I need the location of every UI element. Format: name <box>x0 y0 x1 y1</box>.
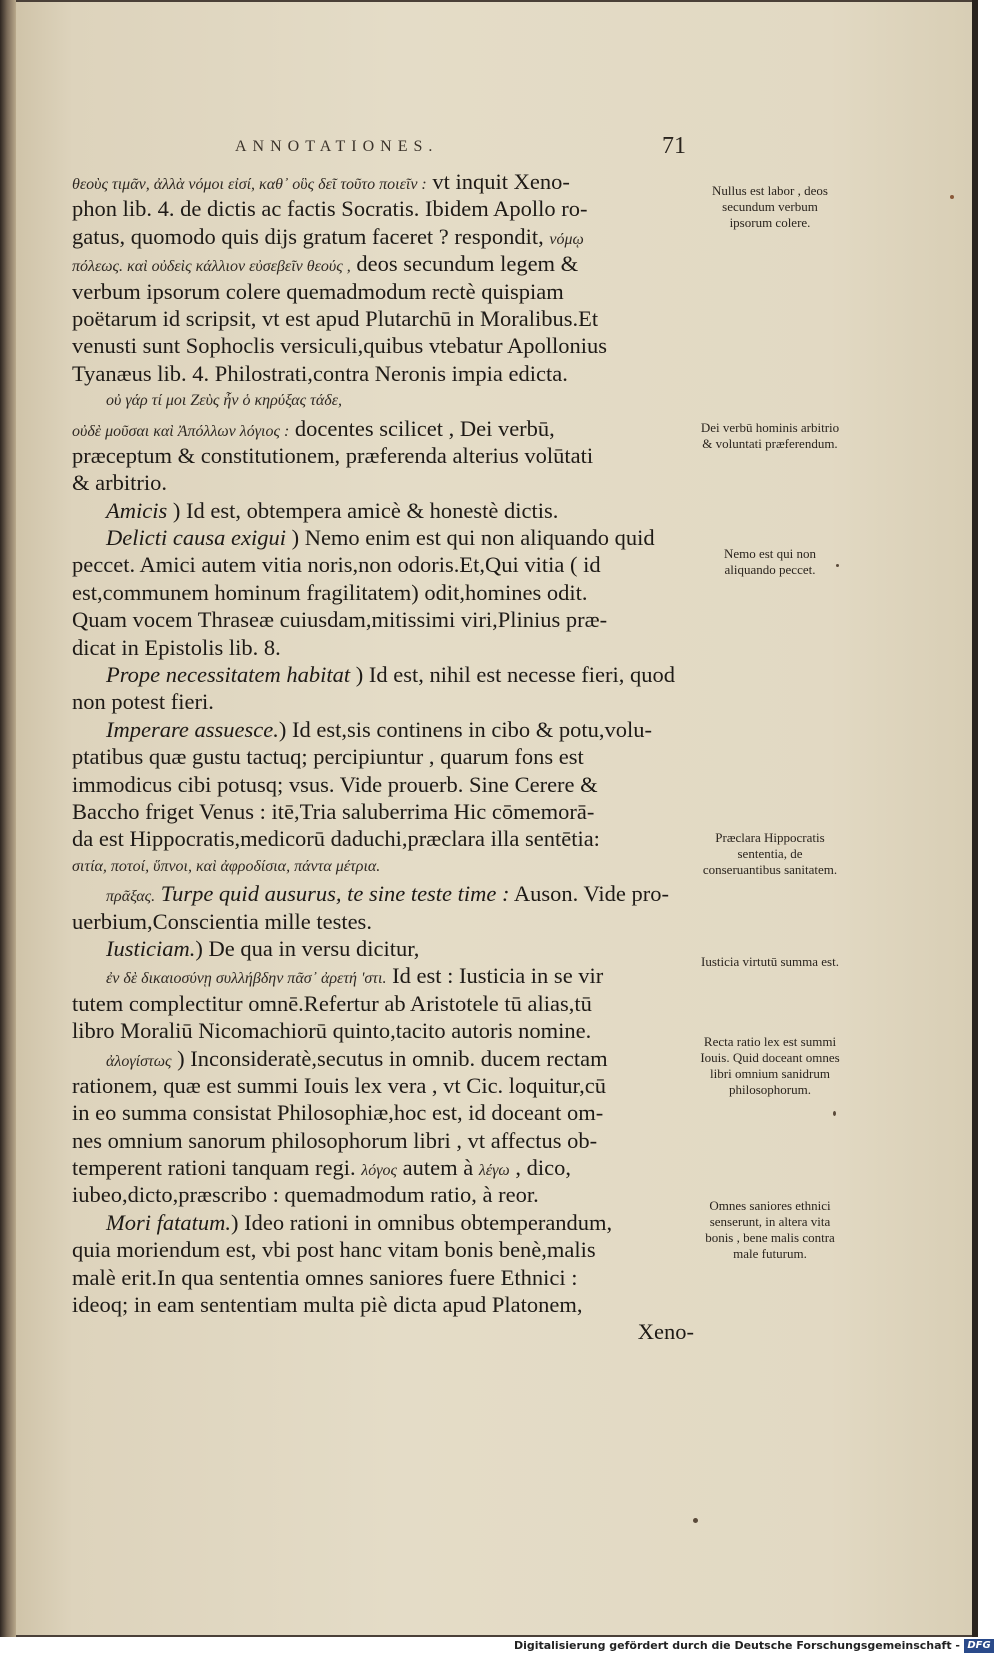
text-line: libro Moraliū Nicomachiorū quinto,tacito autoris nomine. <box>72 1018 592 1044</box>
text-line: nes omnium sanorum philosophorum libri , vt affectus ob- <box>72 1127 598 1153</box>
scan-right-border <box>972 0 978 1637</box>
lemma-line: ἀλογίστως ) Inconsideratè,secutus in omnib. ducem rectam <box>106 1045 608 1071</box>
text-line: Tyanæus lib. 4. Philostrati,contra Neronis impia edicta. <box>72 360 568 386</box>
text-line: uerbium,Conscientia mille testes. <box>72 908 372 934</box>
lemma-line: Amicis ) Id est, obtempera amicè & honestè dictis. <box>106 497 559 523</box>
text-line: gatus, quomodo quis dijs gratum faceret ? respondit, νόμῳ <box>72 223 584 249</box>
text-line: præceptum & constitutionem, præferenda alterius volūtati <box>72 442 594 468</box>
text-line: temperent rationi tanquam regi. λόγος autem à λέγω , dico, <box>72 1155 571 1181</box>
lemma-line: Iusticiam.) De qua in versu dicitur, <box>106 935 420 961</box>
paper-speck <box>833 1111 836 1116</box>
page-number: 71 <box>662 133 686 159</box>
text-line: venusti sunt Sophoclis versiculi,quibus vtebatur Apollonius <box>72 333 607 359</box>
lemma-line: Prope necessitatem habitat ) Id est, nihil est necesse fieri, quod <box>106 662 676 688</box>
text-line: dicat in Epistolis lib. 8. <box>72 634 281 660</box>
text-line: ideoq; in eam sententiam multa piè dicta apud Platonem, <box>72 1292 583 1318</box>
lemma-line: Mori fatatum.) Ideo rationi in omnibus obtemperandum, <box>106 1209 613 1235</box>
text-line: οὐδὲ μοῦσαι καὶ Ἀπόλλων λόγιος : docentes scilicet , Dei verbū, <box>72 415 555 441</box>
text-line: peccet. Amici autem vitia noris,non odoris.Et,Qui vitia ( id <box>72 552 601 578</box>
lemma-line: Delicti causa exigui ) Nemo enim est qui non aliquando quid <box>106 525 655 551</box>
greek-phrase: θεοὺς τιμᾶν, ἀλλὰ νόμοι εἰσί, καθ᾽ οὓς δεῖ τοῦτο ποιεῖν : <box>72 176 427 193</box>
text-line: πόλεως. καὶ οὐδεὶς κάλλιον εὐσεβεῖν θεούς , deos secundum legem & <box>72 251 579 277</box>
text-line: non potest fieri. <box>72 689 214 715</box>
margin-note: Nemo est qui non aliquando peccet. <box>723 546 817 577</box>
book-spine-edge <box>0 0 16 1637</box>
text-line: phon lib. 4. de dictis ac factis Socratis. Ibidem Apollo ro- <box>72 196 588 222</box>
running-head: ANNOTATIONES. <box>235 138 439 155</box>
text-line: poëtarum id scripsit, vt est apud Plutarchū in Moralibus.Et <box>72 305 599 331</box>
lemma-line: πρᾶξας. Turpe quid ausurus, te sine teste time : Auson. Vide pro- <box>106 881 670 907</box>
margin-note: Omnes saniores ethnici senserunt, in altera vita bonis , bene malis contra male futurum. <box>705 1198 835 1261</box>
margin-note: Recta ratio lex est summi Iouis. Quid doceant omnes libri omnium sanidrum philosophorum. <box>700 1034 840 1097</box>
text-line: Baccho friget Venus : itē,Tria saluberrima Hic cōmemorā- <box>72 798 595 824</box>
margin-note: Dei verbū hominis arbitrio & voluntati præferendum. <box>700 420 840 451</box>
text-line: quia moriendum est, vbi post hanc vitam bonis benè,malis <box>72 1237 596 1263</box>
text-line: ἐν δὲ δικαιοσύνῃ συλλήβδην πᾶσ᾽ ἀρετή 'στι. Id est : Iusticia in se vir <box>106 963 604 989</box>
text-line: rationem, quæ est summi Iouis lex vera , vt Cic. loquitur,cū <box>72 1072 607 1098</box>
footer-bar <box>0 1637 1000 1655</box>
text-line: malè erit.In qua sententia omnes saniores fuere Ethnici : <box>72 1264 578 1290</box>
dfg-logo: DFG <box>964 1639 994 1653</box>
greek-quote-line: σιτία, ποτοί, ὕπνοι, καὶ ἀφροδίσια, πάντα μέτρια. <box>72 857 381 875</box>
paper-speck <box>693 1518 698 1523</box>
margin-note: Nullus est labor , deos secundum verbum ipsorum colere. <box>712 183 828 230</box>
paper-speck <box>950 195 954 199</box>
text-line: ptatibus quæ gustu tactuq; percipiuntur , quarum fons est <box>72 744 584 770</box>
text-line: immodicus cibi potusq; vsus. Vide prouerb. Sine Cerere & <box>72 771 598 797</box>
margin-note: Præclara Hippocratis sententia, de conseruantibus sanitatem. <box>702 830 838 877</box>
text-line: θεοὺς τιμᾶν, ἀλλὰ νόμοι εἰσί, καθ᾽ οὓς δεῖ τοῦτο ποιεῖν : vt inquit Xeno- <box>72 169 570 194</box>
text-line: & arbitrio. <box>72 470 167 496</box>
text-line: Quam vocem Thraseæ cuiusdam,mitissimi viri,Plinius præ- <box>72 607 608 633</box>
text-line: est,communem hominum fragilitatem) odit,homines odit. <box>72 579 588 605</box>
margin-note: Iusticia virtutū summa est. <box>701 954 839 969</box>
text-line: tutem complectitur omnē.Refertur ab Aristotele tū alias,tū <box>72 990 592 1016</box>
greek-verse-line: οὐ γάρ τί μοι Ζεὺς ἦν ὁ κηρύξας τάδε, <box>106 392 343 410</box>
text-line: verbum ipsorum colere quemadmodum rectè quispiam <box>72 278 564 304</box>
lemma-line: Imperare assuesce.) Id est,sis continens in cibo & potu,volu- <box>106 716 652 742</box>
text-line: iubeo,dicto,præscribo : quemadmodum ratio, à reor. <box>72 1182 539 1208</box>
catchword: Xeno- <box>637 1319 694 1345</box>
text-line: in eo summa consistat Philosophiæ,hoc est, id doceant om- <box>72 1100 604 1126</box>
main-text-column <box>72 168 698 1346</box>
paper-speck <box>836 564 839 567</box>
text-line: da est Hippocratis,medicorū daduchi,præclara illa sentētia: <box>72 826 600 852</box>
footer-credit: Digitalisierung gefördert durch die Deutsche Forschungsgemeinschaft - <box>513 1639 960 1652</box>
